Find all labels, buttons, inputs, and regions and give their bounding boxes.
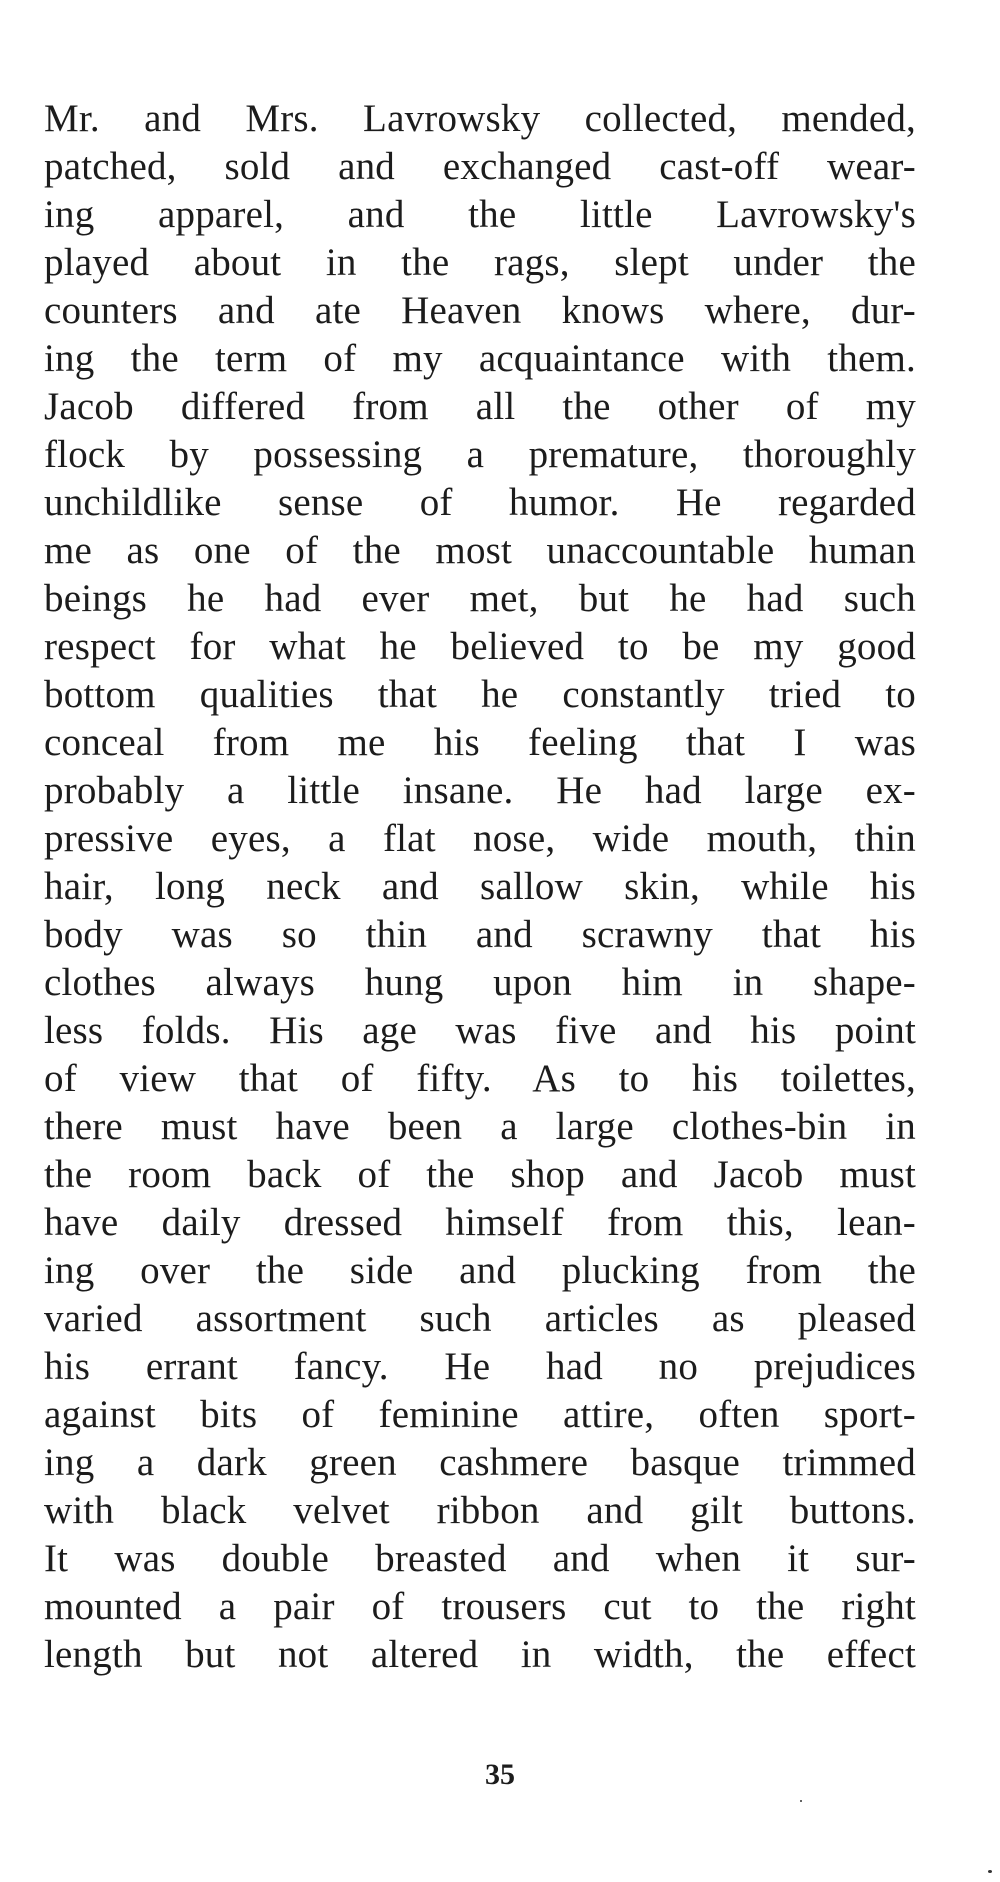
text-line: have daily dressed himself from this, lean- bbox=[44, 1201, 916, 1244]
text-line: It was double breasted and when it sur- bbox=[44, 1537, 916, 1580]
text-line: body was so thin and scrawny that his bbox=[44, 913, 916, 956]
text-line: clothes always hung upon him in shape- bbox=[44, 961, 916, 1004]
text-line: Mr. and Mrs. Lavrowsky collected, mended, bbox=[44, 97, 916, 140]
text-line: the room back of the shop and Jacob must bbox=[44, 1153, 916, 1196]
text-line: with black velvet ribbon and gilt buttons. bbox=[44, 1489, 916, 1532]
text-line: hair, long neck and sallow skin, while his bbox=[44, 865, 916, 908]
text-line: me as one of the most unaccountable human bbox=[44, 529, 916, 572]
text-line: bottom qualities that he constantly tried to bbox=[44, 673, 916, 716]
body-text bbox=[44, 95, 916, 1679]
text-line: unchildlike sense of humor. He regarded bbox=[44, 481, 916, 524]
text-line: of view that of fifty. As to his toilettes, bbox=[44, 1057, 916, 1100]
text-line: ing a dark green cashmere basque trimmed bbox=[44, 1441, 916, 1484]
text-line: played about in the rags, slept under the bbox=[44, 241, 916, 284]
text-line: mounted a pair of trousers cut to the right bbox=[44, 1585, 916, 1628]
scan-speck bbox=[800, 1800, 802, 1802]
text-line: less folds. His age was five and his point bbox=[44, 1009, 916, 1052]
text-line: ing apparel, and the little Lavrowsky's bbox=[44, 193, 916, 236]
text-line: conceal from me his feeling that I was bbox=[44, 721, 916, 764]
text-line: counters and ate Heaven knows where, dur- bbox=[44, 289, 916, 332]
text-line: beings he had ever met, but he had such bbox=[44, 577, 916, 620]
text-line: against bits of feminine attire, often sport- bbox=[44, 1393, 916, 1436]
text-line: probably a little insane. He had large ex- bbox=[44, 769, 916, 812]
text-line: patched, sold and exchanged cast-off wear- bbox=[44, 145, 916, 188]
text-line: there must have been a large clothes-bin in bbox=[44, 1105, 916, 1148]
text-line: Jacob differed from all the other of my bbox=[44, 385, 916, 428]
page-number: 35 bbox=[485, 1758, 515, 1791]
text-line: pressive eyes, a flat nose, wide mouth, thin bbox=[44, 817, 916, 860]
text-line: respect for what he believed to be my good bbox=[44, 625, 916, 668]
text-line: ing the term of my acquaintance with them. bbox=[44, 337, 916, 380]
scan-speck bbox=[988, 1870, 992, 1873]
text-line: flock by possessing a premature, thoroughly bbox=[44, 433, 916, 476]
text-line: ing over the side and plucking from the bbox=[44, 1249, 916, 1292]
text-line: varied assortment such articles as pleased bbox=[44, 1297, 916, 1340]
text-line: his errant fancy. He had no prejudices bbox=[44, 1345, 916, 1388]
text-line: length but not altered in width, the effect bbox=[44, 1633, 916, 1676]
